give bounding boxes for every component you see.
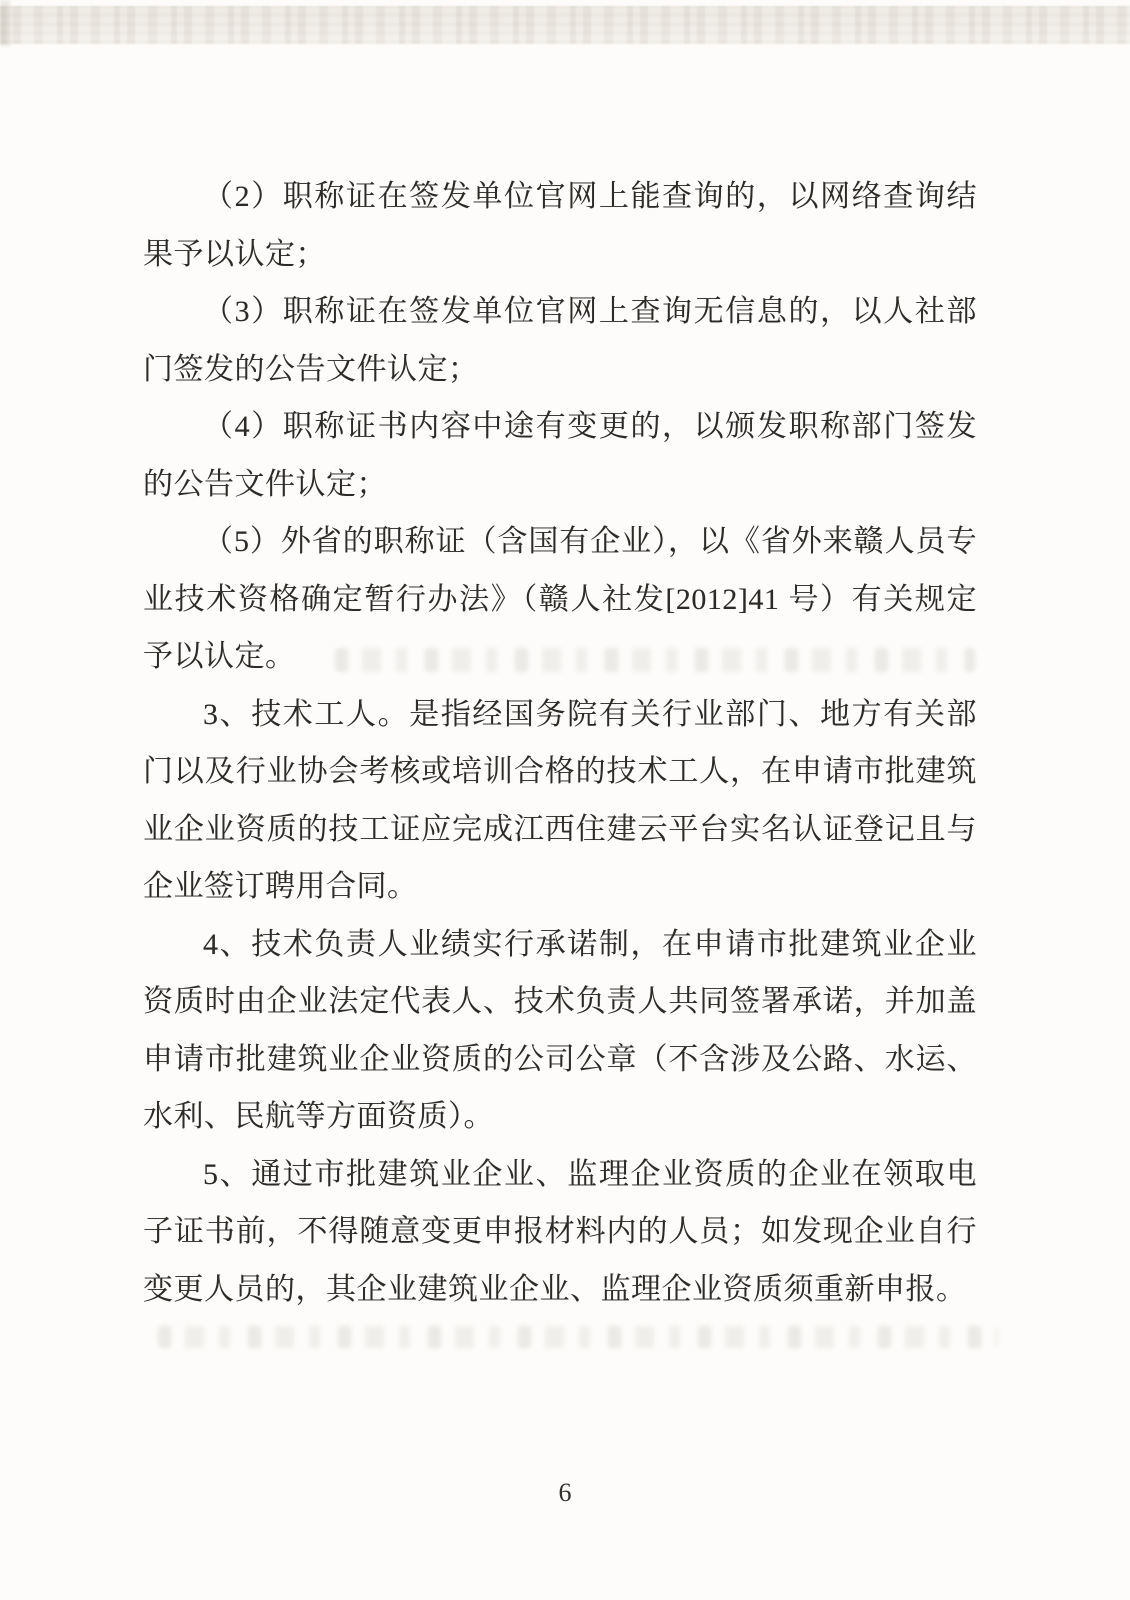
bleed-through-artifact — [158, 1326, 998, 1348]
paragraph-clause-5: 5、通过市批建筑业企业、监理企业资质的企业在领取电子证书前，不得随意变更申报材料内的人员；如发现企业自行变更人员的，其企业建筑业企业、监理企业资质须重新申报。 — [143, 1157, 977, 1306]
paragraph-clause-3: 3、技术工人。是指经国务院有关行业部门、地方有关部门以及行业协会考核或培训合格的技术工人，在申请市批建筑业企业资质的技工证应完成江西住建云平台实名认证登记且与企业签订聘用合同。 — [143, 697, 977, 903]
bleed-through-artifact — [0, 0, 10, 46]
page-number: 6 — [558, 1478, 572, 1507]
paragraph-clause-4: 4、技术负责人业绩实行承诺制，在申请市批建筑业企业资质时由企业法定代表人、技术负责人共同签署承诺，并加盖申请市批建筑业企业资质的公司公章（不含涉及公路、水运、水利、民航等方面资质）。 — [143, 927, 977, 1133]
bleed-through-artifact — [335, 648, 975, 672]
paragraph-item-5: （5）外省的职称证（含国有企业），以《省外来赣人员专业技术资格确定暂行办法》（赣人社发[2012]41 号）有关规定予以认定。 — [143, 525, 977, 673]
scan-noise-artifact — [0, 6, 1130, 44]
paragraph-item-4: （4）职称证书内容中途有变更的，以颁发职称部门签发的公告文件认定； — [143, 410, 977, 501]
paragraph-item-3: （3）职称证在签发单位官网上查询无信息的，以人社部门签发的公告文件认定； — [143, 295, 977, 386]
paragraph-item-2: （2）职称证在签发单位官网上能查询的，以网络查询结果予以认定； — [143, 180, 977, 271]
document-body — [143, 168, 977, 1318]
